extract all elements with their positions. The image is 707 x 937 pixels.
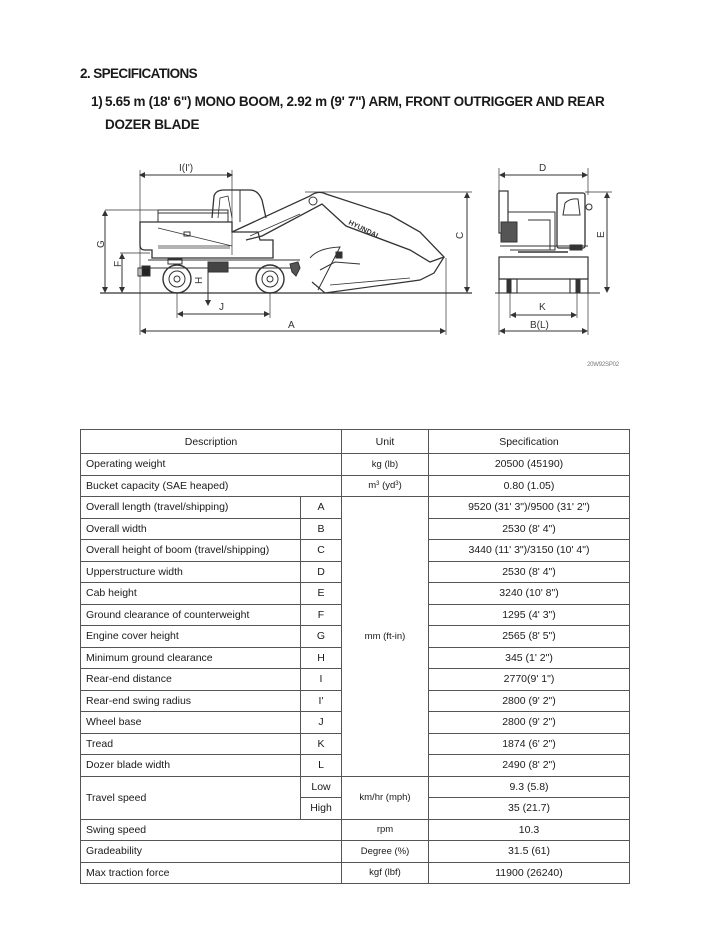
row-letter: H [301,647,342,669]
row-value: 3440 (11' 3")/3150 (10' 4") [429,540,630,562]
row-letter: F [301,604,342,626]
table-row [81,497,630,519]
travel-speed-high-label: High [301,798,342,820]
row-value: 1874 (6' 2") [429,733,630,755]
row-letter: B [301,518,342,540]
figure-code: 20W92SP02 [587,362,619,368]
subsection-line-2: DOZER BLADE [105,117,200,132]
row-letter: E [301,583,342,605]
row-unit: kgf (lbf) [342,862,429,884]
row-letter: L [301,755,342,777]
row-value: 0.80 (1.05) [429,475,630,497]
header-unit: Unit [342,430,429,454]
row-unit [342,475,429,497]
table-row [81,841,630,863]
row-letter: K [301,733,342,755]
dimension-label-bl: B(L) [530,320,549,331]
row-value: 20500 (45190) [429,454,630,476]
row-description: Cab height [81,583,301,605]
row-letter: I [301,669,342,691]
row-letter: C [301,540,342,562]
dimension-label-c: C [455,231,466,239]
row-letter: I' [301,690,342,712]
row-description: Overall width [81,518,301,540]
unit-part: ) [398,480,402,492]
dimension-label-k: K [539,302,546,313]
row-value: 2770(9' 1") [429,669,630,691]
header-description: Description [81,430,342,454]
unit-superscript: 3 [376,481,380,488]
row-description: Ground clearance of counterweight [81,604,301,626]
dimension-label-a: A [288,320,295,331]
row-description: Rear-end distance [81,669,301,691]
row-value: 1295 (4' 3") [429,604,630,626]
row-value: 2800 (9' 2") [429,690,630,712]
side-view [96,163,472,335]
dimension-label-j: J [219,302,224,313]
row-value: 2530 (8' 4") [429,518,630,540]
dimension-label-i: I(I') [179,163,194,174]
subsection-number: 1) [91,94,103,109]
row-letter: J [301,712,342,734]
header-specification: Specification [429,430,630,454]
dimension-label-d: D [539,163,547,174]
table-row [81,454,630,476]
unit-part: m [368,480,377,492]
table-row-travel-speed-low [81,776,630,798]
table-row [81,819,630,841]
dimension-label-h: H [194,276,205,284]
row-description: Overall height of boom (travel/shipping) [81,540,301,562]
row-letter: G [301,626,342,648]
unit-superscript: 3 [395,481,399,488]
row-description: Dozer blade width [81,755,301,777]
row-description: Bucket capacity (SAE heaped) [81,475,342,497]
table-header-row [81,430,630,454]
row-letter: A [301,497,342,519]
row-description: Wheel base [81,712,301,734]
dimension-label-e: E [596,231,607,238]
row-description: Engine cover height [81,626,301,648]
table-row [81,475,630,497]
row-unit: km/hr (mph) [342,776,429,819]
boom-logo: HYUNDAI [347,219,379,240]
row-description: Max traction force [81,862,342,884]
row-value: 31.5 (61) [429,841,630,863]
row-value: 9520 (31' 3")/9500 (31' 2") [429,497,630,519]
table-row [81,862,630,884]
row-value: 11900 (26240) [429,862,630,884]
row-description: Operating weight [81,454,342,476]
row-description: Rear-end swing radius [81,690,301,712]
dimension-label-f: F [113,260,124,267]
dimension-unit: mm (ft-in) [342,497,429,777]
subsection-line-1: 5.65 m (18' 6") MONO BOOM, 2.92 m (9' 7") ARM, FRONT OUTRIGGER AND REAR [105,94,605,109]
row-description: Gradeability [81,841,342,863]
row-description: Overall length (travel/shipping) [81,497,301,519]
row-description: Swing speed [81,819,342,841]
row-letter: D [301,561,342,583]
row-value: 345 (1' 2") [429,647,630,669]
row-unit: Degree (%) [342,841,429,863]
row-unit: rpm [342,819,429,841]
travel-speed-high-value: 35 (21.7) [429,798,630,820]
row-value: 2530 (8' 4") [429,561,630,583]
row-description: Minimum ground clearance [81,647,301,669]
row-unit: kg (lb) [342,454,429,476]
row-description: Tread [81,733,301,755]
row-description: Upperstructure width [81,561,301,583]
row-value: 2490 (8' 2") [429,755,630,777]
front-view [495,163,612,335]
dimension-label-g: G [96,240,107,248]
row-value: 3240 (10' 8") [429,583,630,605]
travel-speed-low-value: 9.3 (5.8) [429,776,630,798]
unit-part: (yd [379,480,396,492]
section-title: 2. SPECIFICATIONS [80,66,198,81]
row-description: Travel speed [81,776,301,819]
row-value: 2800 (9' 2") [429,712,630,734]
travel-speed-low-label: Low [301,776,342,798]
row-value: 2565 (8' 5") [429,626,630,648]
specifications-table [80,429,630,884]
excavator-dimension-drawing [0,0,707,400]
row-value: 10.3 [429,819,630,841]
